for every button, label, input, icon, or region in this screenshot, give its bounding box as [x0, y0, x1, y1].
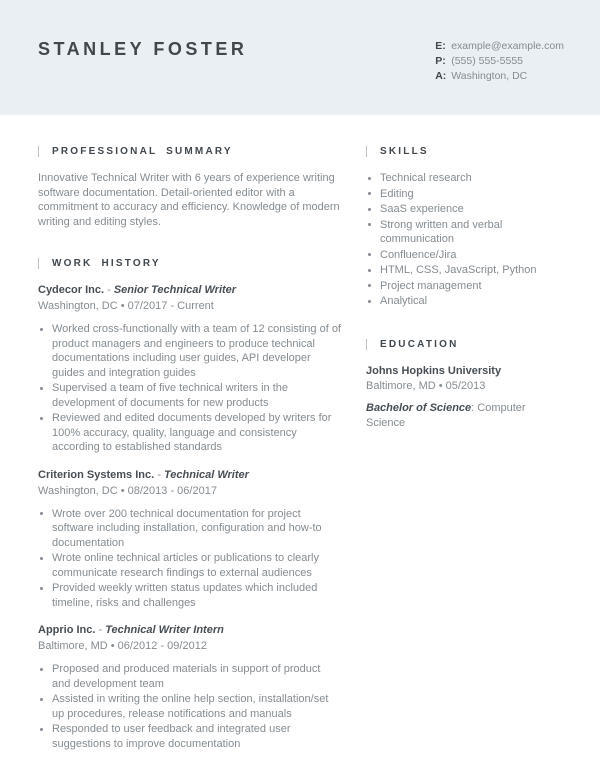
- bullet-item: Supervised a team of five technical writers in the development of documents for new products: [52, 381, 341, 410]
- bullet-item: Worked cross-functionally with a team of 12 consisting of of product managers and engineers to produce technical documentations including user guides, API developer guides and integration guides: [52, 323, 341, 379]
- candidate-name: STANLEY FOSTER: [38, 39, 248, 59]
- job-role: Senior Technical Writer: [113, 284, 237, 296]
- job-company: Apprio Inc.: [38, 624, 96, 636]
- education-section: [366, 339, 565, 431]
- contact-email-row: [435, 39, 564, 54]
- job-company: Criterion Systems Inc.: [38, 468, 155, 481]
- skills-list: [366, 171, 565, 309]
- contact-address-row: [435, 69, 564, 84]
- skill-item: Confluence/Jira: [380, 248, 565, 263]
- job-meta: Washington, DC • 07/2017 - Current: [38, 300, 214, 312]
- heading-divider: [366, 146, 367, 157]
- skill-item: Strong written and verbal communication: [380, 218, 565, 247]
- job-separator: -: [157, 468, 161, 481]
- job-separator: -: [98, 624, 103, 636]
- summary-section: [38, 146, 341, 229]
- skills-heading-label: SKILLS: [380, 146, 429, 157]
- work-history-heading: [38, 258, 341, 269]
- work-history-section: [38, 258, 341, 751]
- job-entry: [38, 468, 341, 611]
- job-meta: Baltimore, MD • 06/2012 - 09/2012: [38, 640, 207, 652]
- contact-phone-row: [435, 54, 564, 69]
- education-school: Johns Hopkins University: [366, 364, 502, 377]
- skill-item: Project management: [380, 279, 565, 294]
- bullet-item: Assisted in writing the online help section, installation/set up procedures, release notifications and manuals: [52, 692, 341, 721]
- phone-value: (555) 555-5555: [451, 55, 524, 67]
- bullet-item: Reviewed and edited documents developed by writers for 100% accuracy, quality, language and consistency according to established standards: [52, 411, 341, 455]
- skill-item: SaaS experience: [380, 202, 565, 217]
- job-title-line: [38, 283, 341, 298]
- skills-section: [366, 146, 565, 309]
- address-label: A:: [435, 70, 447, 82]
- skill-item: Analytical: [380, 294, 565, 309]
- education-meta: Baltimore, MD • 05/2013: [366, 379, 486, 392]
- contact-block: [435, 39, 564, 84]
- job-bullet-list: [38, 322, 341, 455]
- summary-heading: [38, 146, 341, 157]
- summary-text: Innovative Technical Writer with 6 years of experience writing software documentation. Detail-oriented editor with a commitment to accuracy and efficiency. Knowledge of modern writing and editing styles.: [38, 172, 340, 228]
- skill-item: HTML, CSS, JavaScript, Python: [380, 263, 565, 278]
- education-degree-detail: : Computer Science: [366, 401, 526, 429]
- job-separator: -: [107, 284, 111, 296]
- summary-heading-label: PROFESSIONAL SUMMARY: [52, 146, 233, 157]
- job-company: Cydecor Inc.: [38, 284, 105, 296]
- job-entry: [38, 623, 341, 751]
- job-entry: [38, 283, 341, 455]
- job-title-line: [38, 623, 341, 638]
- bullet-item: Wrote over 200 technical documentation for project software including installation, configuration and how-to documentation: [52, 507, 341, 551]
- job-title-line: [38, 468, 341, 483]
- education-degree-line: [366, 401, 565, 431]
- address-value: Washington, DC: [451, 70, 528, 82]
- heading-divider: [38, 258, 39, 269]
- job-role: Technical Writer Intern: [105, 624, 224, 636]
- right-column: [366, 146, 565, 752]
- bullet-item: Responded to user feedback and integrated user suggestions to improve documentation: [52, 722, 341, 751]
- skill-item: Editing: [380, 187, 565, 202]
- skills-heading: [366, 146, 565, 157]
- heading-divider: [366, 339, 367, 350]
- phone-label: P:: [435, 55, 446, 67]
- heading-divider: [38, 146, 39, 157]
- job-role: Technical Writer: [163, 468, 249, 481]
- bullet-item: Provided weekly written status updates which included timeline, risks and challenges: [52, 581, 341, 610]
- bullet-item: Proposed and produced materials in support of product and development team: [52, 662, 341, 691]
- education-degree: Bachelor of Science: [366, 401, 472, 414]
- email-label: E:: [435, 40, 446, 52]
- bullet-item: Wrote online technical articles or publications to clearly communicate research findings to external audiences: [52, 551, 341, 580]
- job-meta: Washington, DC • 08/2013 - 06/2017: [38, 484, 217, 497]
- job-bullet-list: [38, 507, 341, 611]
- skill-item: Technical research: [380, 171, 565, 186]
- work-history-heading-label: WORK HISTORY: [52, 258, 161, 269]
- job-bullet-list: [38, 662, 341, 751]
- education-heading-label: EDUCATION: [380, 338, 459, 350]
- email-value: example@example.com: [451, 40, 564, 52]
- education-heading: [366, 339, 565, 350]
- resume-body: [0, 115, 600, 752]
- left-column: [38, 146, 341, 752]
- resume-header: [0, 0, 600, 115]
